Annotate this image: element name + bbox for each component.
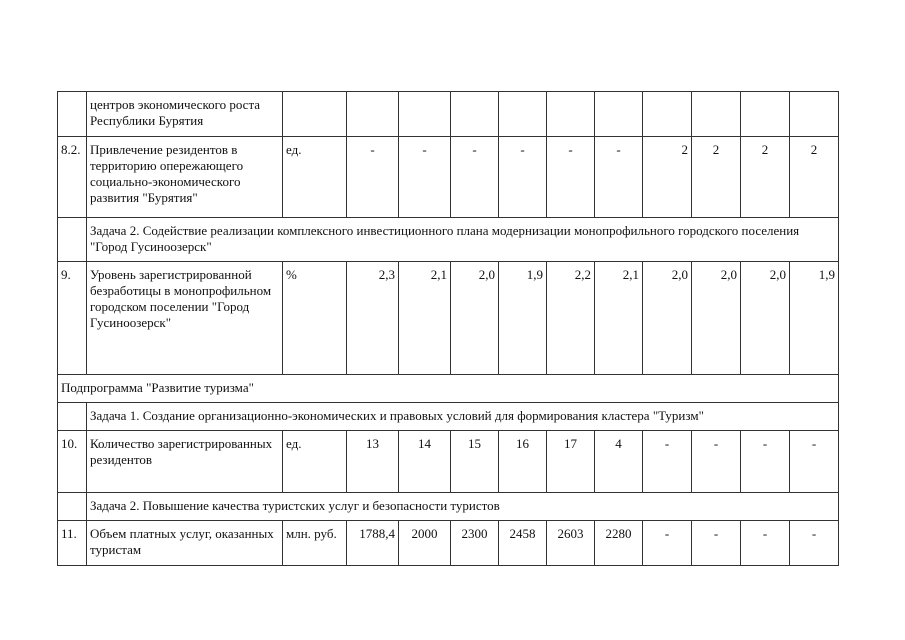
value-cell xyxy=(347,92,399,137)
value-cell: 17 xyxy=(547,431,595,493)
row-number: 8.2. xyxy=(58,137,87,218)
value-cell xyxy=(451,92,499,137)
value-cell: 1,9 xyxy=(790,262,839,375)
value-cell: - xyxy=(741,431,790,493)
row-number: 9. xyxy=(58,262,87,375)
indicator-name: Количество зарегистрированных резидентов xyxy=(87,431,283,493)
task-heading: Задача 1. Создание организационно-экономических и правовых условий для формирования кластера "Туризм" xyxy=(87,403,839,431)
value-cell: 15 xyxy=(451,431,499,493)
value-cell: - xyxy=(399,137,451,218)
value-cell: 2,0 xyxy=(643,262,692,375)
value-cell xyxy=(499,92,547,137)
indicators-table xyxy=(57,91,839,566)
value-cell xyxy=(399,92,451,137)
value-cell: 2 xyxy=(692,137,741,218)
value-cell: 16 xyxy=(499,431,547,493)
row-number xyxy=(58,218,87,262)
value-cell: - xyxy=(595,137,643,218)
task-heading: Задача 2. Содействие реализации комплексного инвестиционного плана модернизации монопрофильного городского поселения "Город Гусиноозерск" xyxy=(87,218,839,262)
value-cell xyxy=(595,92,643,137)
value-cell: 2458 xyxy=(499,521,547,566)
value-cell: 14 xyxy=(399,431,451,493)
value-cell: - xyxy=(643,431,692,493)
value-cell: 2,0 xyxy=(451,262,499,375)
value-cell: - xyxy=(692,431,741,493)
value-cell xyxy=(547,92,595,137)
value-cell: 2 xyxy=(790,137,839,218)
value-cell: 2,1 xyxy=(399,262,451,375)
value-cell: 2,0 xyxy=(692,262,741,375)
value-cell xyxy=(741,92,790,137)
row-number xyxy=(58,92,87,137)
task-row xyxy=(58,403,839,431)
indicator-name: центров экономического роста Республики Бурятия xyxy=(87,92,283,137)
subprogram-heading: Подпрограмма "Развитие туризма" xyxy=(58,375,839,403)
value-cell: - xyxy=(692,521,741,566)
value-cell: 2,2 xyxy=(547,262,595,375)
row-number xyxy=(58,403,87,431)
value-cell: 2000 xyxy=(399,521,451,566)
value-cell: 2,3 xyxy=(347,262,399,375)
value-cell: - xyxy=(790,521,839,566)
indicator-name: Объем платных услуг, оказанных туристам xyxy=(87,521,283,566)
value-cell xyxy=(790,92,839,137)
row-number: 10. xyxy=(58,431,87,493)
task-heading: Задача 2. Повышение качества туристских услуг и безопасности туристов xyxy=(87,493,839,521)
row-number: 11. xyxy=(58,521,87,566)
value-cell: - xyxy=(347,137,399,218)
table-row xyxy=(58,137,839,218)
value-cell: 13 xyxy=(347,431,399,493)
value-cell: 1,9 xyxy=(499,262,547,375)
value-cell: 4 xyxy=(595,431,643,493)
row-number xyxy=(58,493,87,521)
value-cell: 2,0 xyxy=(741,262,790,375)
value-cell: 2300 xyxy=(451,521,499,566)
value-cell: 2 xyxy=(741,137,790,218)
value-cell: - xyxy=(499,137,547,218)
task-row xyxy=(58,218,839,262)
table-row xyxy=(58,521,839,566)
table-row xyxy=(58,431,839,493)
value-cell: - xyxy=(790,431,839,493)
unit-cell xyxy=(283,92,347,137)
value-cell: 2 xyxy=(643,137,692,218)
task-row xyxy=(58,493,839,521)
unit-cell: % xyxy=(283,262,347,375)
subprogram-row xyxy=(58,375,839,403)
value-cell: - xyxy=(741,521,790,566)
unit-cell: ед. xyxy=(283,431,347,493)
value-cell xyxy=(692,92,741,137)
value-cell: 1788,4 xyxy=(347,521,399,566)
table-row xyxy=(58,92,839,137)
table-row xyxy=(58,262,839,375)
unit-cell: млн. руб. xyxy=(283,521,347,566)
value-cell: - xyxy=(547,137,595,218)
value-cell: 2,1 xyxy=(595,262,643,375)
unit-cell: ед. xyxy=(283,137,347,218)
value-cell: 2603 xyxy=(547,521,595,566)
value-cell: - xyxy=(451,137,499,218)
value-cell xyxy=(643,92,692,137)
indicator-name: Уровень зарегистрированной безработицы в монопрофильном городском поселении "Город Гусиноозерск" xyxy=(87,262,283,375)
value-cell: 2280 xyxy=(595,521,643,566)
indicator-name: Привлечение резидентов в территорию опережающего социально-экономического развития "Бурятия" xyxy=(87,137,283,218)
value-cell: - xyxy=(643,521,692,566)
